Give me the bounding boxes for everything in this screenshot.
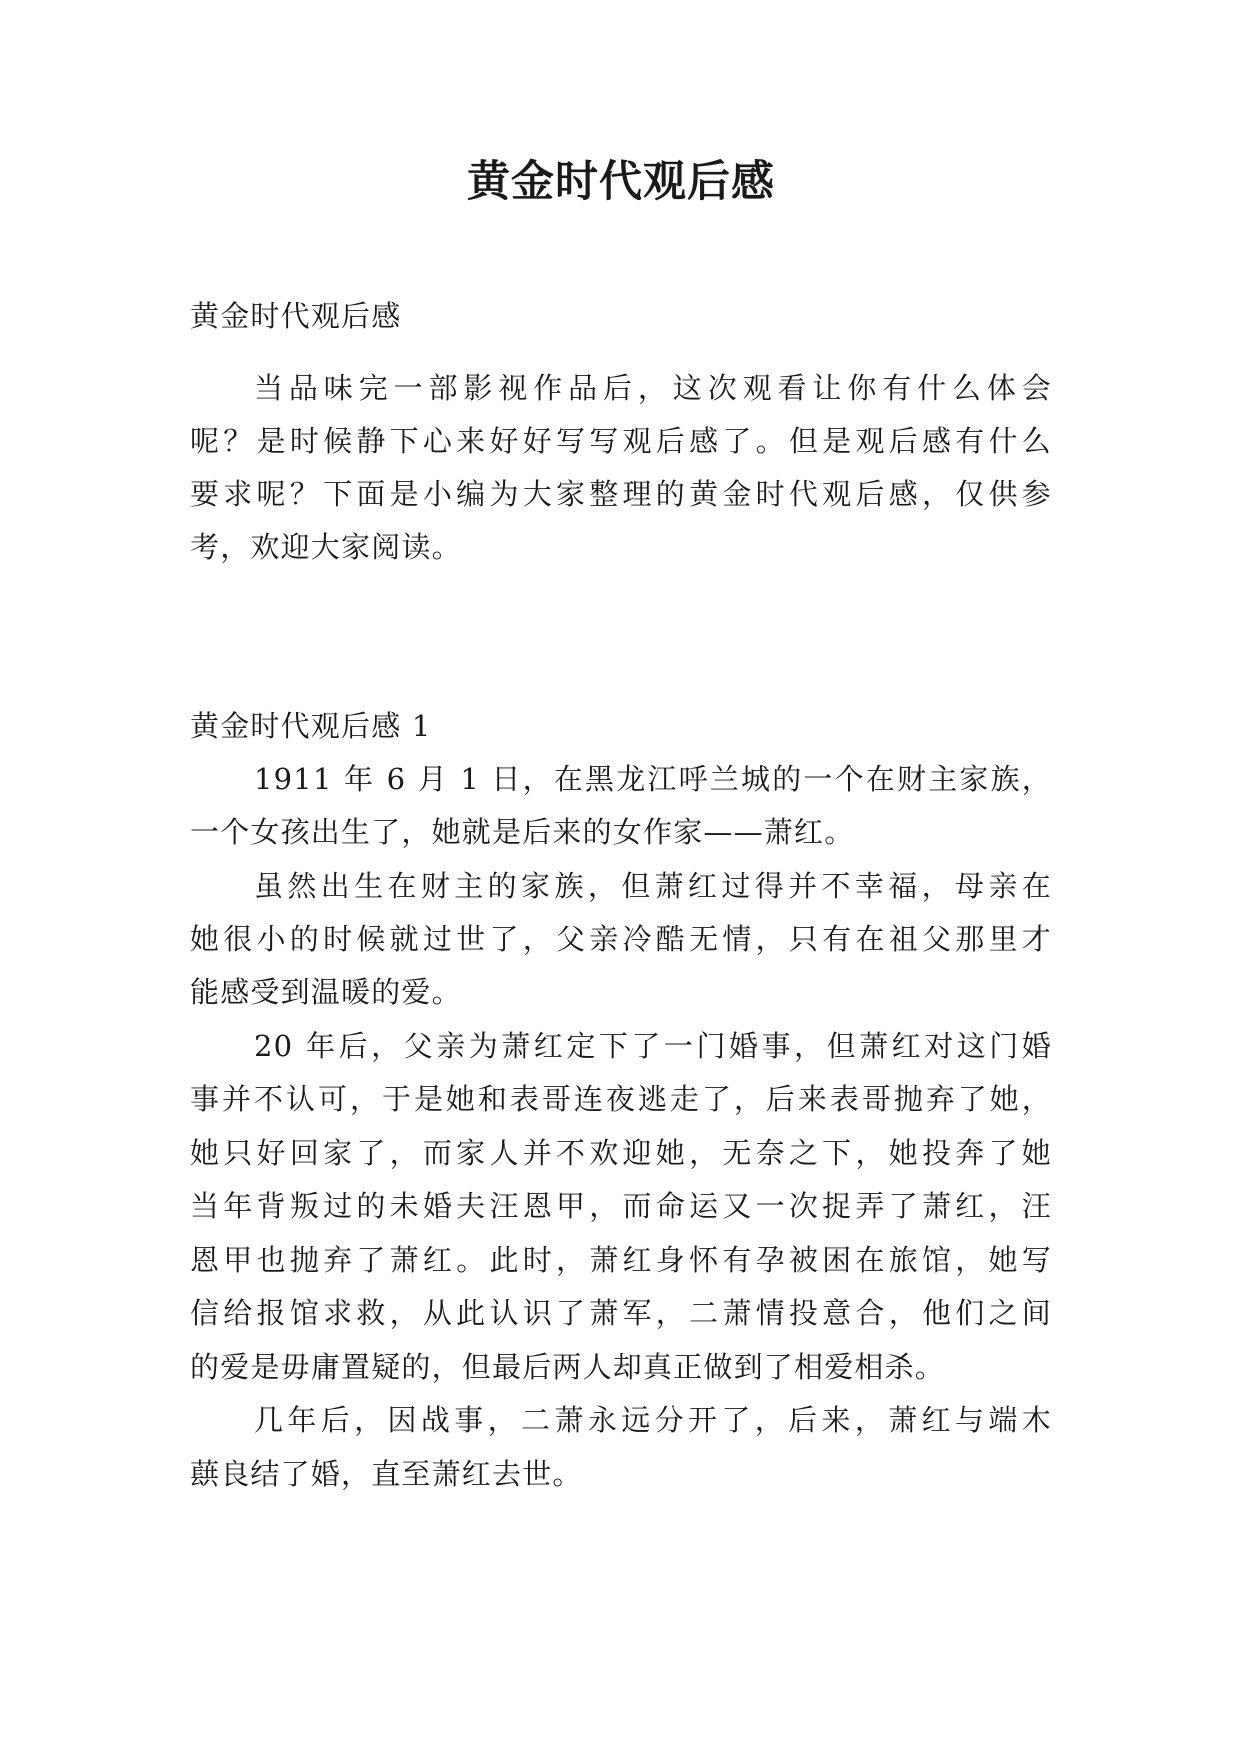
paragraph-1-line-1: 1911 年 6 月 1 日，在黑龙江呼兰城的一个在财主家族，: [254, 762, 1052, 796]
paragraph-3-line-1: 20 年后，父亲为萧红定下了一门婚事，但萧红对这门婚: [254, 1029, 1052, 1063]
document-subtitle: 黄金时代观后感: [190, 299, 402, 333]
paragraph-3-line-6: 信给报馆求救，从此认识了萧军，二萧情投意合，他们之间: [190, 1296, 1052, 1330]
paragraph-3-line-7: 的爱是毋庸置疑的，但最后两人却真正做到了相爱相杀。: [190, 1350, 946, 1384]
paragraph-4-line-1: 几年后，因战事，二萧永远分开了，后来，萧红与端木: [254, 1403, 1052, 1437]
paragraph-2-line-1: 虽然出生在财主的家族，但萧红过得并不幸福，母亲在: [254, 869, 1052, 903]
document-title: 黄金时代观后感: [467, 157, 775, 207]
intro-line-1: 当品味完一部影视作品后，这次观看让你有什么体会: [254, 371, 1052, 405]
section-title: 黄金时代观后感 1: [190, 709, 432, 743]
intro-line-3: 要求呢？下面是小编为大家整理的黄金时代观后感，仅供参: [190, 477, 1052, 511]
paragraph-3-line-5: 恩甲也抛弃了萧红。此时，萧红身怀有孕被困在旅馆，她写: [190, 1243, 1052, 1277]
paragraph-3-line-2: 事并不认可，于是她和表哥连夜逃走了，后来表哥抛弃了她，: [190, 1082, 1052, 1116]
paragraph-3-line-3: 她只好回家了，而家人并不欢迎她，无奈之下，她投奔了她: [190, 1136, 1052, 1170]
paragraph-1-line-2: 一个女孩出生了，她就是后来的女作家——萧红。: [190, 815, 855, 849]
intro-line-2: 呢？是时候静下心来好好写写观后感了。但是观后感有什么: [190, 424, 1052, 458]
paragraph-3-line-4: 当年背叛过的未婚夫汪恩甲，而命运又一次捉弄了萧红，汪: [190, 1189, 1052, 1223]
paragraph-4-line-2: 蕻良结了婚，直至萧红去世。: [190, 1457, 583, 1491]
paragraph-2-line-2: 她很小的时候就过世了，父亲冷酷无情，只有在祖父那里才: [190, 922, 1052, 956]
paragraph-2-line-3: 能感受到温暖的爱。: [190, 975, 462, 1009]
intro-line-4: 考，欢迎大家阅读。: [190, 530, 462, 564]
